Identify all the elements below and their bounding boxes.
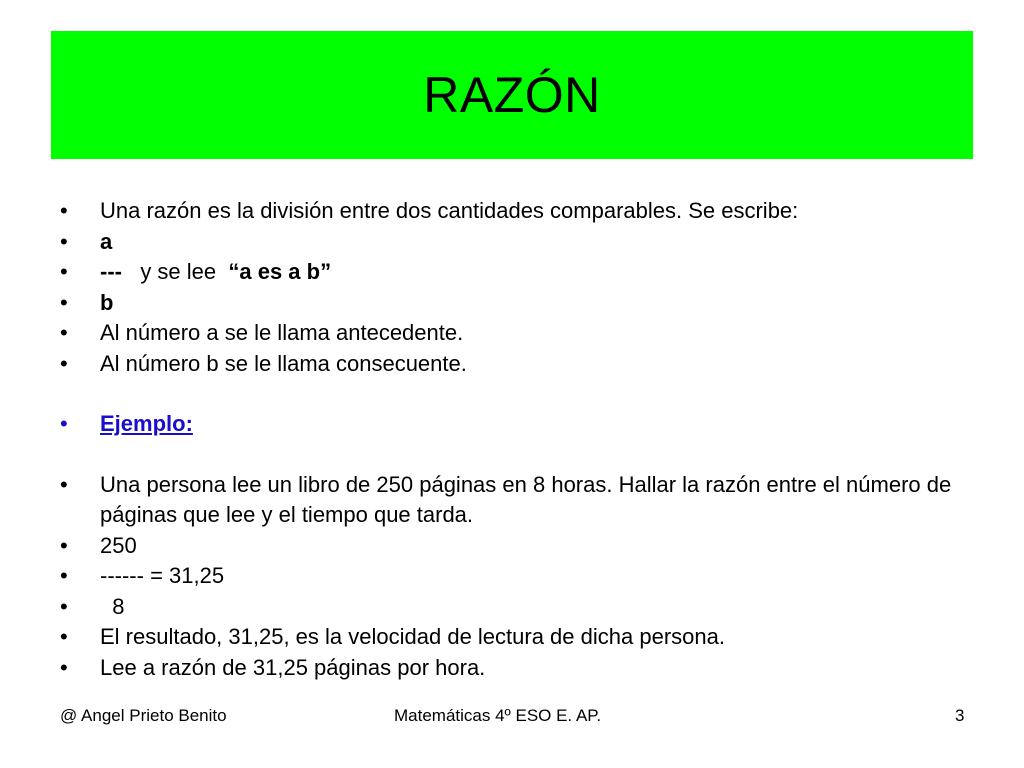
fraction-bar-text: ---	[100, 259, 122, 284]
bullet-icon: •	[60, 350, 68, 376]
title-banner	[51, 31, 973, 159]
list-item	[60, 257, 990, 288]
list-item	[60, 409, 990, 440]
bullet-icon: •	[60, 198, 68, 223]
bullet-icon: •	[60, 471, 68, 497]
item-text: 250	[100, 532, 137, 558]
bullet-icon: •	[60, 654, 68, 680]
footer-course: Matemáticas 4º ESO E. AP.	[394, 706, 602, 725]
bullet-icon: •	[60, 411, 68, 436]
bullet-icon: •	[60, 593, 68, 619]
item-text: ------ = 31,25	[100, 563, 225, 588]
bullet-icon: •	[60, 624, 68, 649]
list-item	[60, 196, 990, 227]
example-link[interactable]: Ejemplo:	[100, 411, 193, 436]
list-item	[60, 561, 990, 592]
list-item	[60, 592, 990, 623]
item-text: Una persona lee un libro de 250 páginas en 8 horas. Hallar la razón entre el número de páginas que lee y el tiempo que tarda.	[100, 471, 952, 527]
list-item	[60, 531, 990, 562]
item-text: Al número a se le llama antecedente.	[100, 320, 464, 345]
item-text: a	[100, 228, 113, 254]
list-item	[60, 470, 990, 531]
bullet-icon: •	[60, 532, 68, 558]
list-item	[60, 318, 990, 349]
item-text: Una razón es la división entre dos cantidades comparables. Se escribe:	[100, 198, 799, 223]
bullet-icon: •	[60, 563, 68, 588]
item-text: Al número b se le llama consecuente.	[100, 350, 467, 376]
list-item	[60, 622, 990, 653]
bullet-list	[60, 196, 990, 683]
item-text: El resultado, 31,25, es la velocidad de lectura de dicha persona.	[100, 624, 725, 649]
list-item	[60, 227, 990, 258]
bullet-icon: •	[60, 259, 68, 284]
bullet-icon: •	[60, 289, 68, 315]
item-text: b	[100, 289, 114, 315]
footer-author: @ Angel Prieto Benito	[60, 706, 227, 725]
list-item	[60, 653, 990, 684]
bullet-icon: •	[60, 320, 68, 345]
slide-title: RAZÓN	[423, 67, 601, 123]
item-text: Lee a razón de 31,25 páginas por hora.	[100, 654, 486, 680]
reading-text: “a es a b”	[228, 259, 332, 284]
list-item	[60, 349, 990, 380]
item-text: y se lee	[121, 259, 229, 284]
list-item	[60, 288, 990, 319]
bullet-icon: •	[60, 228, 68, 254]
page-number: 3	[955, 706, 965, 725]
item-text: 8	[100, 593, 125, 619]
